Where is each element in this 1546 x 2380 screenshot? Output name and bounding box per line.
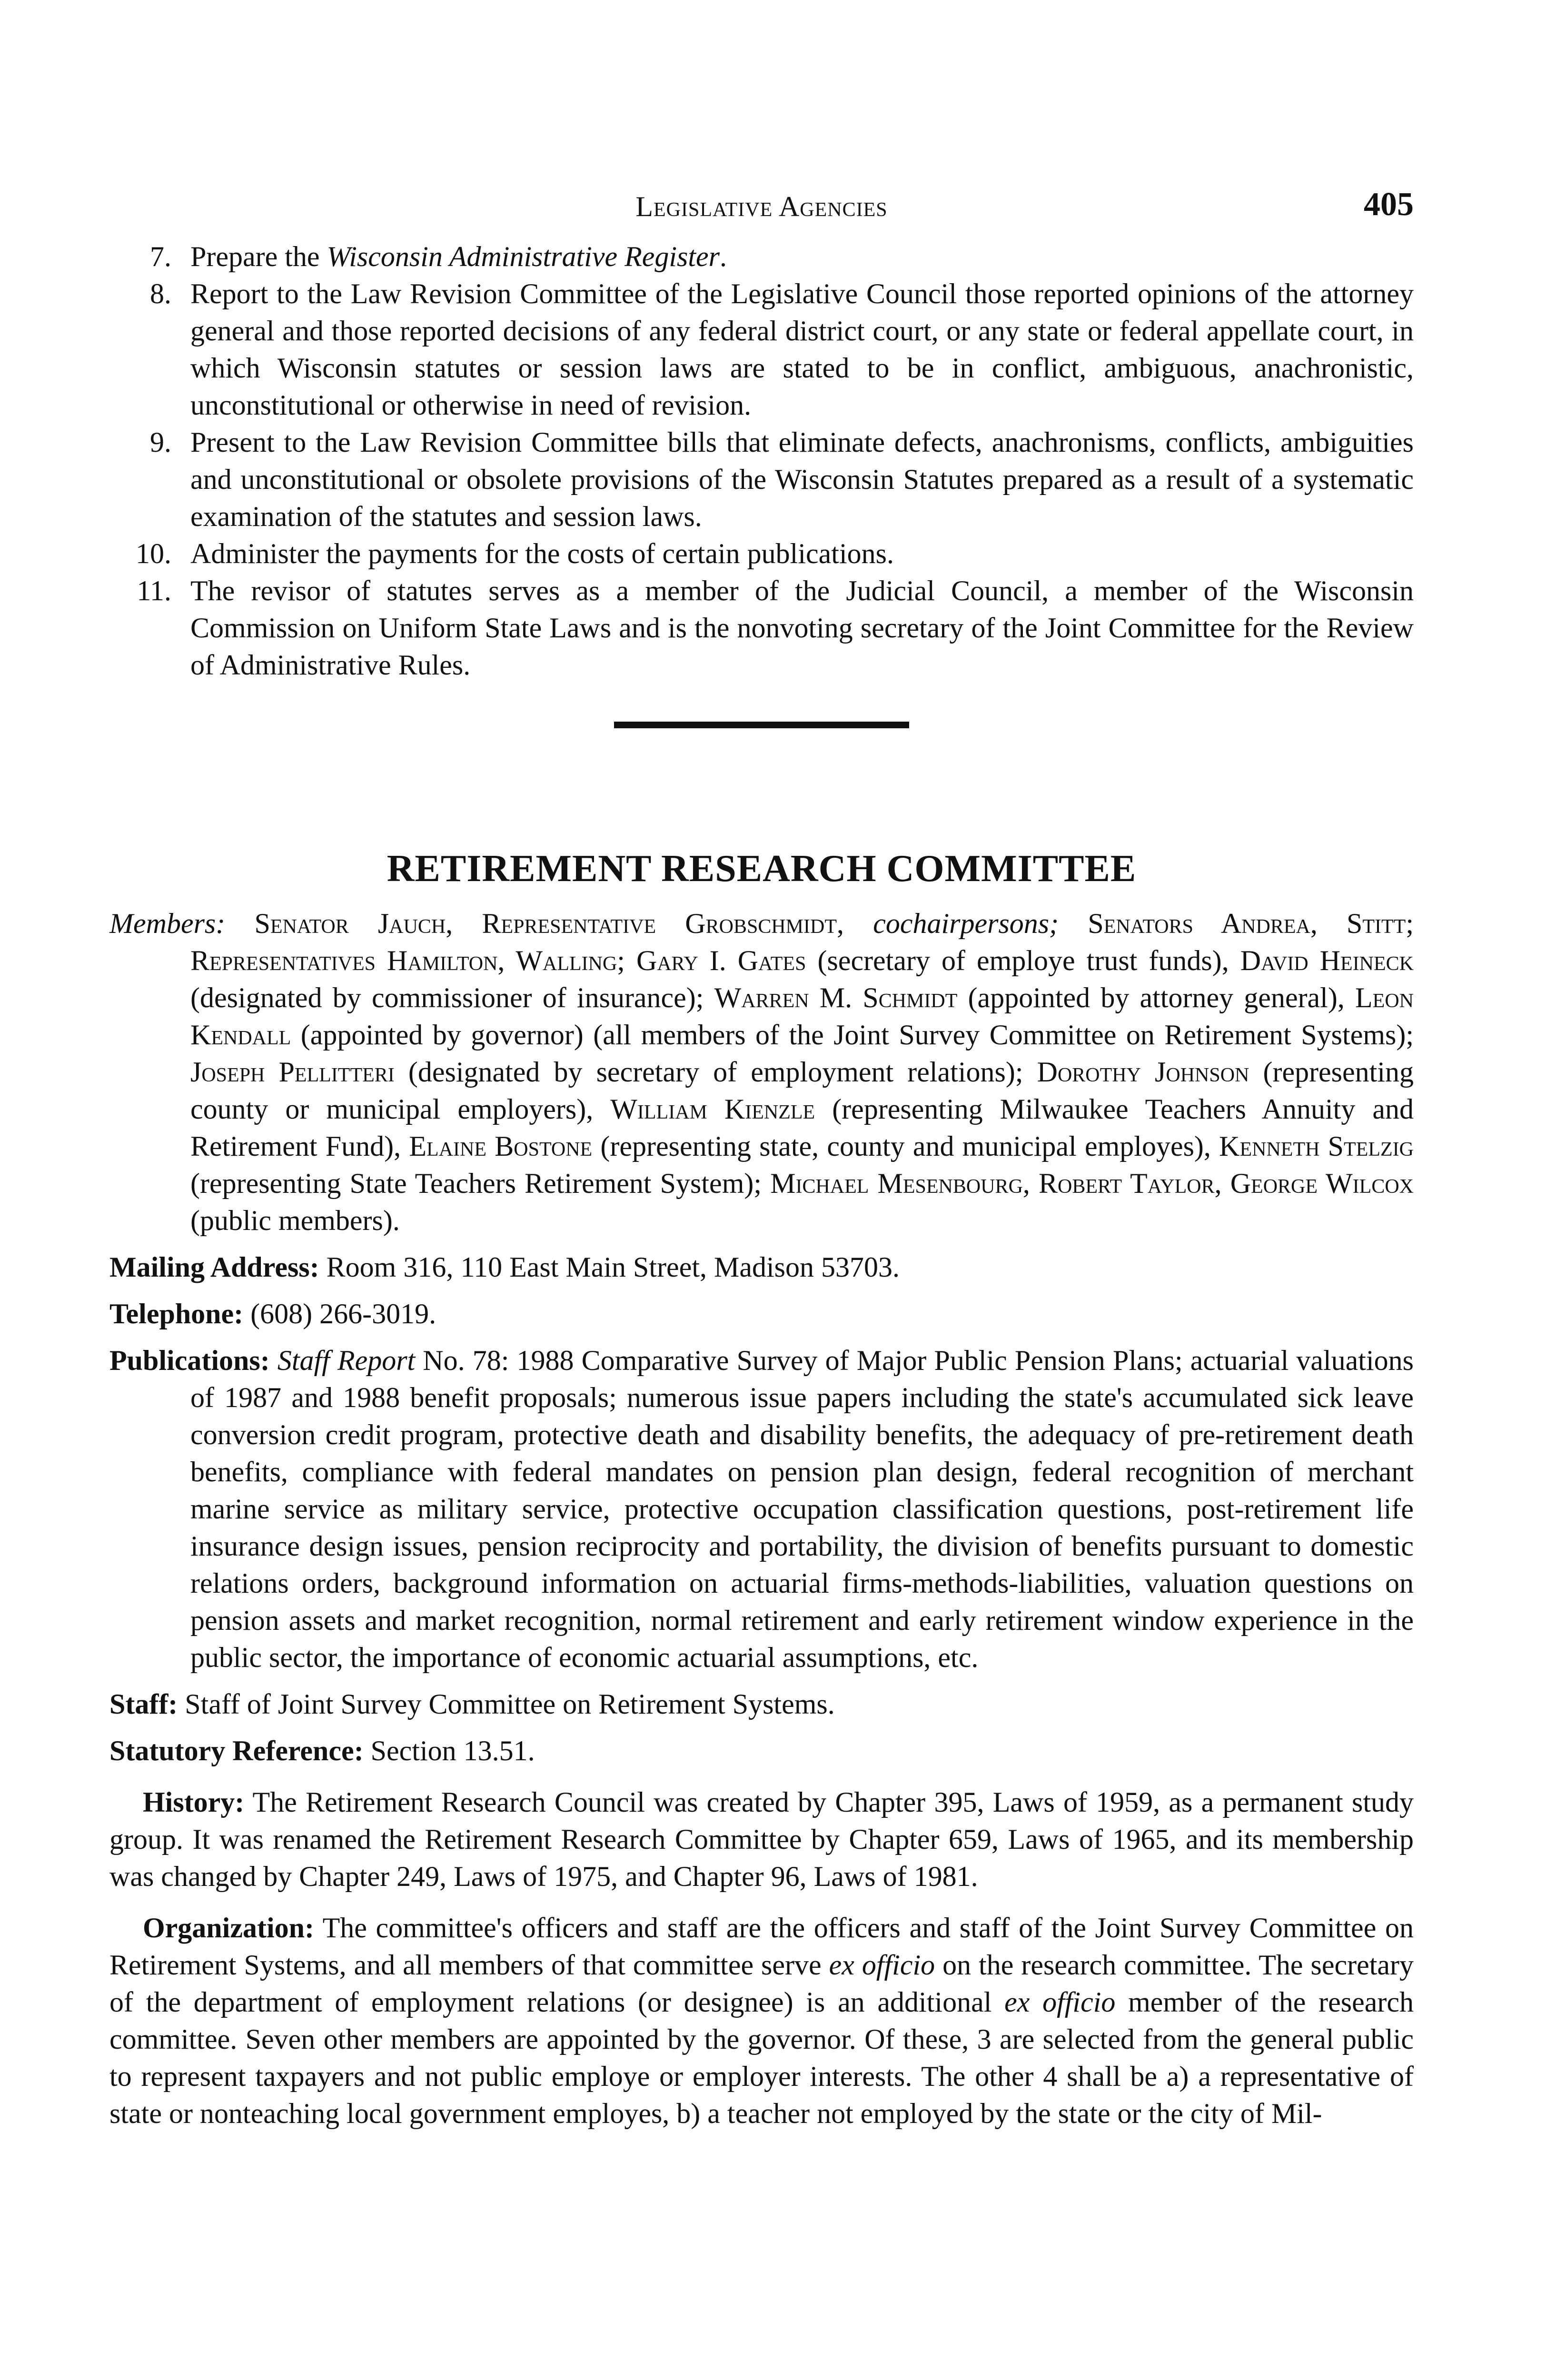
- member-names: Senator Jauch, Representative Grobschmidt,: [254, 908, 873, 939]
- item-text: Administer the payments for the costs of certain publications.: [190, 538, 894, 569]
- list-item: [109, 275, 1414, 424]
- item-number: 10.: [136, 538, 171, 569]
- statutory-reference: [109, 1732, 1414, 1769]
- history-label: History:: [143, 1786, 245, 1818]
- organization-text: The committee's officers and staff are the officers and staff of the Joint Survey Committee on Retirement Systems, and all members of that committee serve: [109, 1912, 1414, 1981]
- member-name: Warren M. Schmidt: [714, 982, 958, 1013]
- item-text: Report to the Law Revision Committee of the Legislative Council those reported opinions of the attorney general and those reported decisions of any federal district court, or any state or federal appellate court, in which Wisconsin statutes or session laws are stated to be in conflict, ambiguous, anachronistic, unconstitutional or otherwise in need of revision.: [190, 278, 1414, 421]
- member-role: (appointed by governor) (all members of the Joint Survey Committee on Retirement Systems);: [291, 1019, 1414, 1051]
- member-role: (secretary of employe trust funds),: [806, 945, 1240, 976]
- item-text: Present to the Law Revision Committee bills that eliminate defects, anachronisms, conflicts, ambiguities and unconstitutional or obsolete provisions of the Wisconsin Statutes prepared as a result of a systematic examination of the statutes and session laws.: [190, 426, 1414, 532]
- members-paragraph: [109, 905, 1414, 1239]
- member-role: (public members).: [190, 1205, 400, 1236]
- mailing-address: [109, 1249, 1414, 1286]
- telephone: [109, 1295, 1414, 1332]
- organization-text: member of the research committee. Seven other members are appointed by the governor. Of these, 3 are selected from the general public to represent taxpayers and not public employe or employer interests. The other 4 shall be a) a representative of state or nonteaching local government employes, b) a teacher not employed by the state or the city of Mil-: [109, 1986, 1414, 2129]
- member-role: (representing Milwaukee Teachers Annuity and Retirement Fund),: [190, 1093, 1414, 1162]
- mailing-label: Mailing Address:: [109, 1251, 319, 1283]
- item-text: Prepare the: [190, 241, 327, 272]
- member-role: (representing state, county and municipal employes),: [592, 1130, 1219, 1162]
- running-head: [109, 181, 1414, 238]
- history-paragraph: [109, 1784, 1414, 1895]
- staff-text: Staff of Joint Survey Committee on Retirement Systems.: [178, 1688, 835, 1720]
- organization-text: on the research committee. The secretary of the department of employment relations (or designee) is an additional: [109, 1949, 1414, 2018]
- item-tail: .: [720, 241, 727, 272]
- list-item: [109, 572, 1414, 684]
- item-number: 11.: [137, 575, 171, 606]
- member-names: Senators Andrea, Stitt; Representatives Hamilton, Walling; Gary I. Gates: [190, 908, 1414, 976]
- member-role: (appointed by attorney general),: [957, 982, 1356, 1013]
- item-italic-text: Wisconsin Administrative Register: [327, 241, 720, 272]
- member-name: Leon Kendall: [190, 982, 1414, 1051]
- member-name: David Heineck: [1240, 945, 1414, 976]
- telephone-text: (608) 266-3019.: [243, 1298, 436, 1329]
- statutory-text: Section 13.51.: [363, 1735, 535, 1766]
- item-number: 8.: [150, 278, 171, 309]
- page-number: 405: [1364, 186, 1414, 223]
- section-body: [109, 905, 1414, 2132]
- publications-label: Publications:: [109, 1345, 270, 1376]
- member-role: (designated by commissioner of insurance);: [190, 982, 714, 1013]
- member-name: Elaine Bostone: [409, 1130, 593, 1162]
- statutory-label: Statutory Reference:: [109, 1735, 364, 1766]
- publications-text: No. 78: 1988 Comparative Survey of Major Public Pension Plans; actuarial valuations of 1987 and 1988 benefit proposals; numerous issue papers including the state's accumulated sick leave conversion credit program, protective death and disability benefits, the adequacy of pre-retirement death benefits, compliance with federal mandates on pension plan design, federal recognition of merchant marine service as military service, protective occupation classification questions, post-retirement life insurance design issues, pension reciprocity and portability, the division of benefits pursuant to domestic relations orders, background information on actuarial firms-methods-liabilities, valuation questions on pension assets and market recognition, normal retirement and early retirement window experience in the public sector, the importance of economic actuarial assumptions, etc.: [190, 1345, 1414, 1673]
- list-item: [109, 424, 1414, 535]
- staff-label: Staff:: [109, 1688, 178, 1720]
- organization-italic: ex officio: [829, 1949, 935, 1981]
- staff: [109, 1686, 1414, 1723]
- organization-italic: ex officio: [1004, 1986, 1116, 2018]
- duties-list: [109, 238, 1414, 684]
- separator-rule: [614, 722, 909, 728]
- member-role: cochairpersons;: [873, 908, 1059, 939]
- member-name: William Kienzle: [610, 1093, 815, 1125]
- item-number: 9.: [150, 426, 171, 458]
- member-name: Kenneth Stelzig: [1219, 1130, 1414, 1162]
- section-title: RETIREMENT RESEARCH COMMITTEE: [386, 848, 1137, 890]
- document-page: [109, 181, 1414, 2142]
- telephone-label: Telephone:: [109, 1298, 244, 1329]
- member-name: Joseph Pellitteri: [190, 1056, 395, 1088]
- list-item: [109, 238, 1414, 275]
- history-text: The Retirement Research Council was created by Chapter 395, Laws of 1959, as a permanent study group. It was renamed the Retirement Research Committee by Chapter 659, Laws of 1965, and its membership was changed by Chapter 249, Laws of 1975, and Chapter 96, Laws of 1981.: [109, 1786, 1414, 1892]
- mailing-text: Room 316, 110 East Main Street, Madison 53703.: [319, 1251, 900, 1283]
- member-role: (representing State Teachers Retirement System);: [190, 1168, 771, 1199]
- item-number: 7.: [150, 241, 171, 272]
- members-label: Members:: [109, 908, 226, 939]
- list-item: [109, 535, 1414, 572]
- publications: [109, 1342, 1414, 1676]
- running-title: Legislative Agencies: [635, 191, 888, 222]
- member-role: (designated by secretary of employment relations);: [394, 1056, 1037, 1088]
- member-names: Michael Mesenbourg, Robert Taylor, George Wilcox: [770, 1168, 1414, 1199]
- item-text: The revisor of statutes serves as a member of the Judicial Council, a member of the Wisconsin Commission on Uniform State Laws and is the nonvoting secretary of the Joint Committee for the Review of Administrative Rules.: [190, 575, 1414, 681]
- member-role: (representing county or municipal employers),: [190, 1056, 1414, 1125]
- publications-italic: Staff Report: [277, 1345, 416, 1376]
- member-name: Dorothy Johnson: [1037, 1056, 1249, 1088]
- organization-paragraph: [109, 1909, 1414, 2132]
- organization-label: Organization:: [143, 1912, 314, 1944]
